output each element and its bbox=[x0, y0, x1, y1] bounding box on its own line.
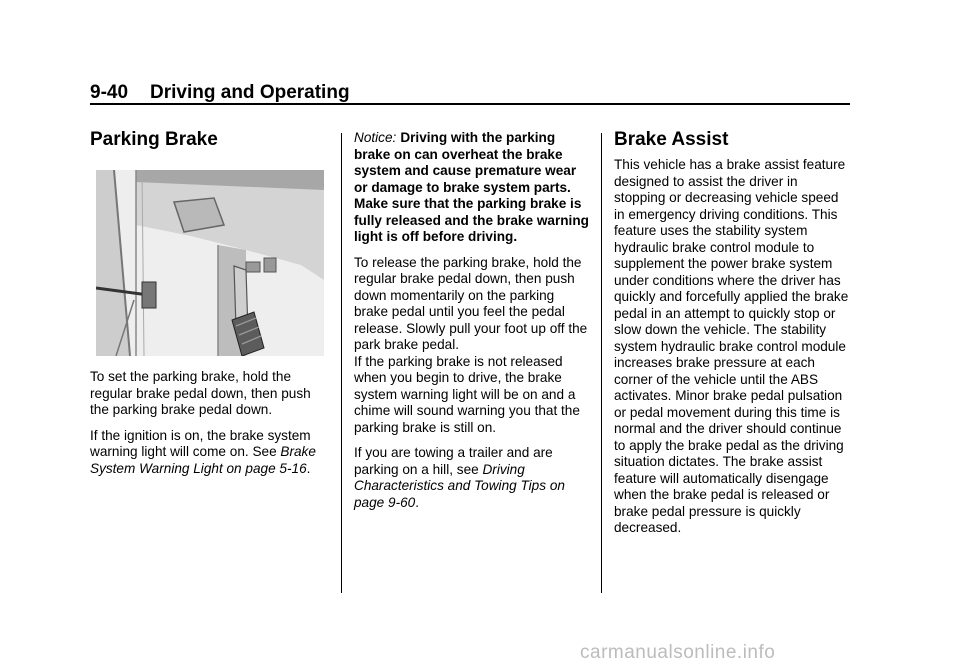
left-column bbox=[90, 129, 330, 151]
set-parking-brake-paragraph: To set the parking brake, hold the regular brake pedal down, then push the parking brake pedal down. bbox=[90, 369, 311, 417]
brake-assist-title: Brake Assist bbox=[614, 129, 729, 150]
parking-brake-title: Parking Brake bbox=[90, 129, 218, 150]
ignition-paragraph bbox=[90, 428, 330, 478]
not-released-paragraph: If the parking brake is not released when you begin to drive, the brake system warning light will be on and a chime will sound warning you that the parking brake is still on. bbox=[354, 353, 580, 435]
middle-column bbox=[354, 130, 592, 520]
notice-paragraph bbox=[354, 130, 592, 246]
towing-text: If you are towing a trailer and are parking on a hill, see bbox=[354, 445, 553, 477]
towing-paragraph bbox=[354, 445, 592, 511]
header-rule bbox=[90, 103, 850, 105]
release-paragraph: To release the parking brake, hold the regular brake pedal down, then push down momentarily on the parking brake pedal until you feel the pedal release. Slowly pull your foot up off the park brake pedal. bbox=[354, 254, 588, 352]
brake-assist-paragraph: This vehicle has a brake assist feature designed to assist the driver in stopping or decreasing vehicle speed in emergency driving conditions. This feature uses the stability system hydraulic brake control module to supplement the power brake system under conditions where the driver has quickly and forcefully applied the brake pedal in an attempt to quickly stop or slow down the vehicle. The stability system hydraulic brake control module increases brake pressure at each corner of the vehicle until the ABS activates. Minor brake pedal pulsation or pedal movement during this time is normal and the driver should continue to apply the brake pedal as the driving situation dictates. The brake assist feature will automatically disengage when the brake pedal is released or brake pedal pressure is quickly decreased. bbox=[614, 157, 849, 535]
ignition-text: If the ignition is on, the brake system warning light will come on. See bbox=[90, 427, 311, 459]
page-number: 9-40 bbox=[90, 82, 129, 103]
towing-end: . bbox=[415, 494, 420, 510]
right-column bbox=[614, 129, 852, 546]
ignition-end: . bbox=[306, 460, 311, 476]
towing-reference[interactable]: Driving Characteristics and Towing Tips on page 9-60 bbox=[354, 461, 565, 510]
column-divider-right bbox=[601, 133, 602, 593]
column-divider-left bbox=[341, 133, 342, 593]
notice-label: Notice: bbox=[354, 130, 397, 145]
notice-text: Driving with the parking brake on can overheat the brake system and cause premature wear or damage to brake system parts. Make sure that the parking brake is fully released and the brake warning light is off before driving. bbox=[354, 130, 589, 244]
warning-light-reference[interactable]: Brake System Warning Light on page 5-16 bbox=[90, 444, 316, 476]
watermark: carmanualsonline.info bbox=[580, 642, 776, 663]
section-title: Driving and Operating bbox=[150, 82, 350, 103]
parking-brake-illustration bbox=[96, 170, 324, 356]
page-header bbox=[90, 82, 350, 104]
left-column-text bbox=[90, 369, 330, 486]
